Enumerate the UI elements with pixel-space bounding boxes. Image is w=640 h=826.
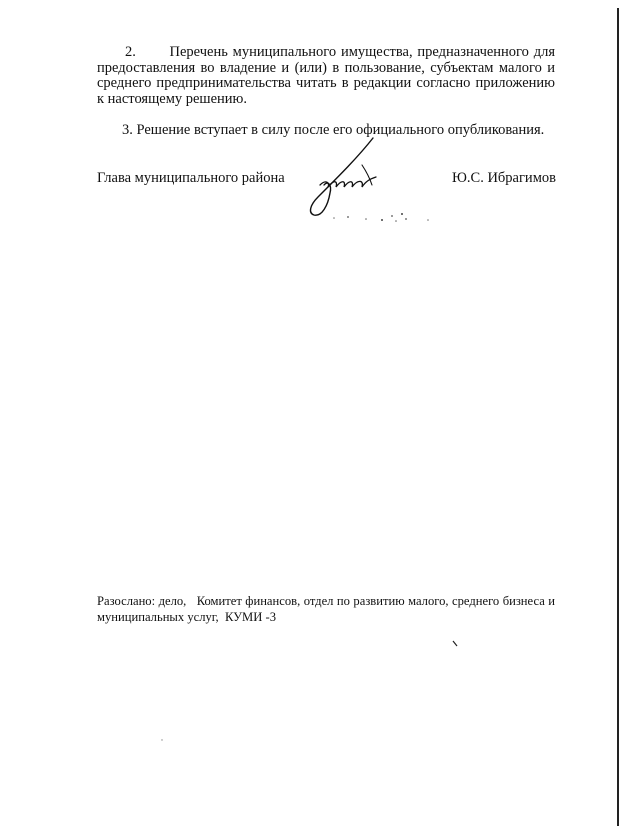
paragraph-3: 3. Решение вступает в силу после его официального опубликования.: [122, 122, 545, 138]
paragraph-2: 2. Перечень муниципального имущества, предназначенного для предоставления во владение и (или) в пользование, субъектам малого и среднего предпринимательства читать в редакции согласно приложению к настоящему решению.: [97, 44, 555, 107]
signatory-title: Глава муниципального района: [97, 170, 285, 186]
scan-mark: [452, 640, 460, 648]
scan-dot: [160, 738, 164, 742]
scan-edge-line: [617, 8, 619, 826]
signatory-name: Ю.С. Ибрагимов: [452, 170, 556, 186]
scan-specks: [330, 208, 440, 228]
distribution-list: Разослано: дело, Комитет финансов, отдел по развитию малого, среднего бизнеса и муниципальных услуг, КУМИ -3: [97, 594, 555, 624]
